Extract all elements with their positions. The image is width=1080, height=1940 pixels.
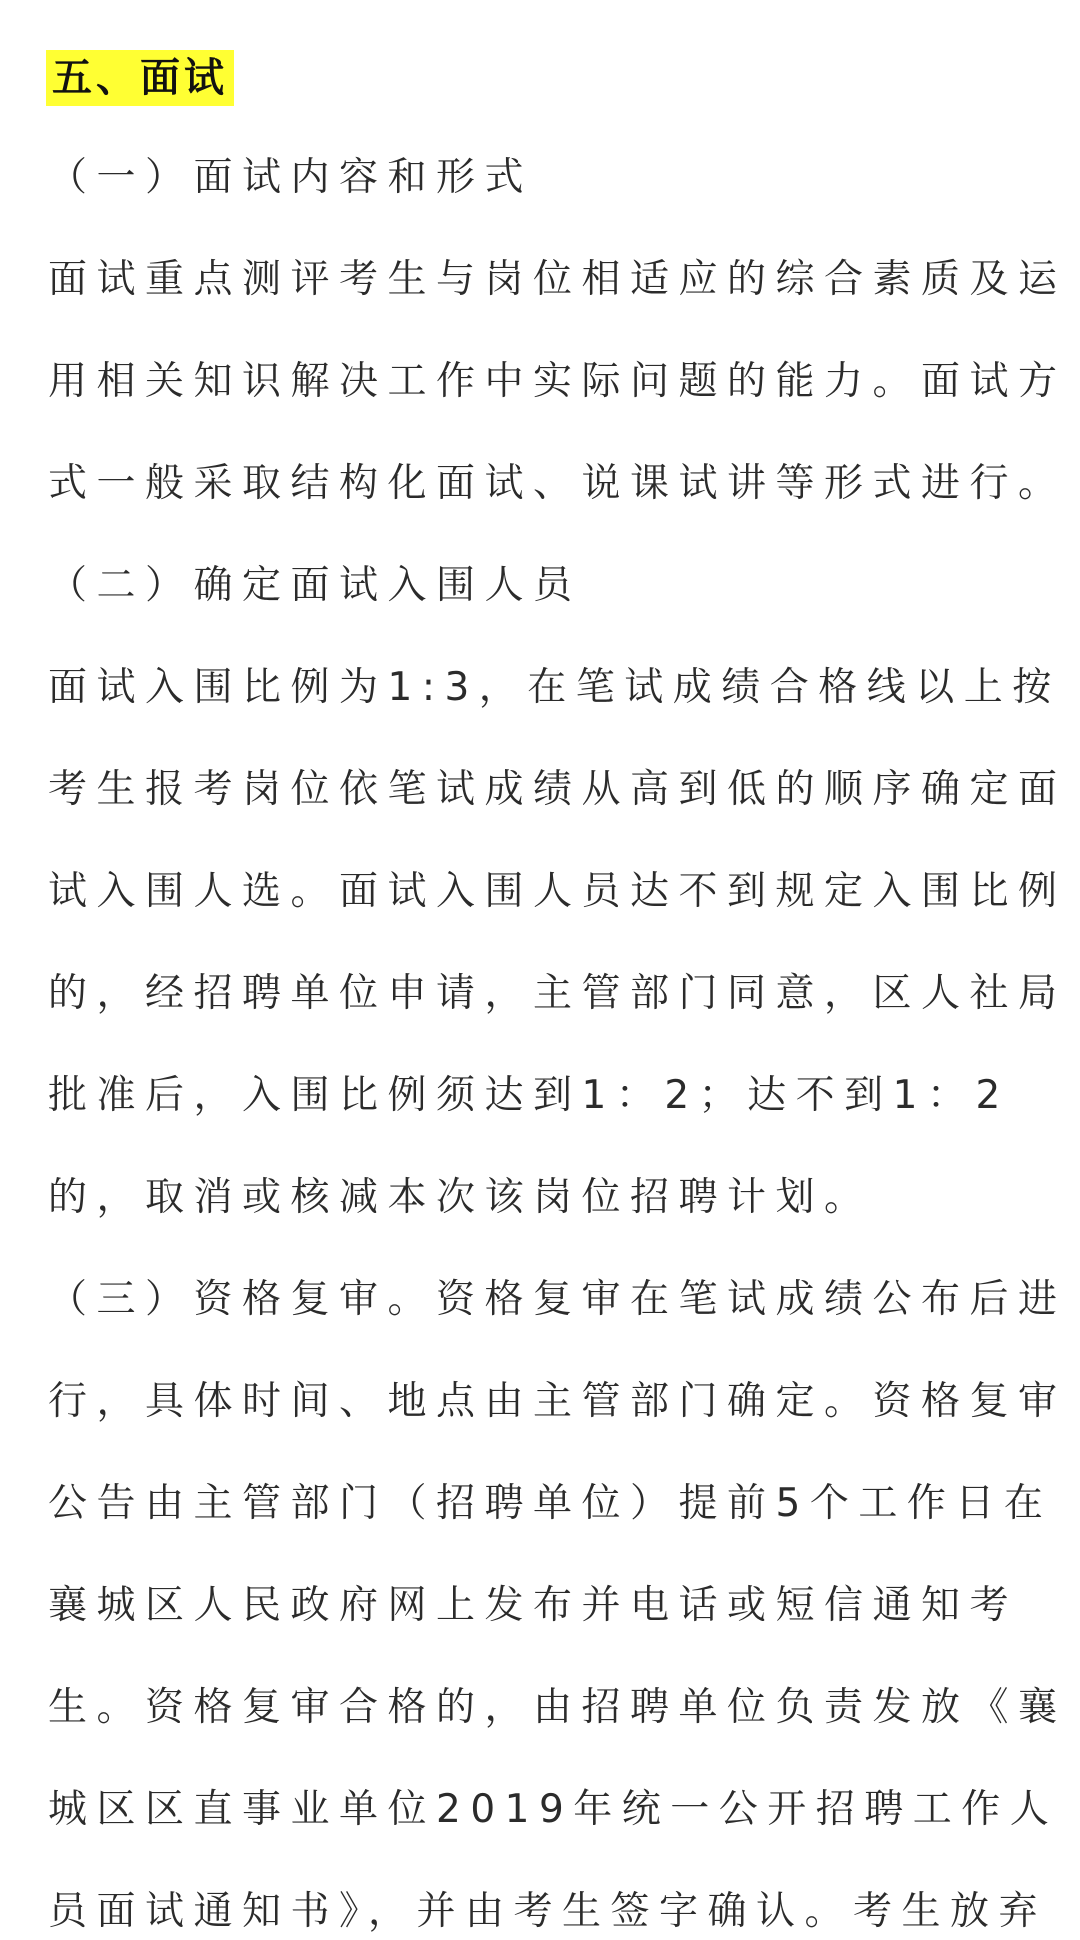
paragraph-line: 公告由主管部门（招聘单位）提前5个工作日在 xyxy=(48,1481,1053,1526)
section-heading: 五、面试 xyxy=(46,50,234,106)
paragraph-line: 行，具体时间、地点由主管部门确定。资格复审 xyxy=(48,1379,1067,1424)
subheading-interview-content: （一）面试内容和形式 xyxy=(48,155,534,200)
paragraph-line: 批准后，入围比例须达到1：2；达不到1：2 xyxy=(48,1073,1010,1118)
paragraph-line: 用相关知识解决工作中实际问题的能力。面试方 xyxy=(48,359,1067,404)
paragraph-line: 试入围人选。面试入围人员达不到规定入围比例 xyxy=(48,869,1067,914)
paragraph-line: 式一般采取结构化面试、说课试讲等形式进行。 xyxy=(48,461,1067,506)
subheading-qualification-review: （三）资格复审。资格复审在笔试成绩公布后进 xyxy=(48,1277,1067,1322)
paragraph-line: 城区区直事业单位2019年统一公开招聘工作人 xyxy=(48,1787,1059,1832)
paragraph-line: 襄城区人民政府网上发布并电话或短信通知考 xyxy=(48,1583,1019,1628)
paragraph-line: 面试入围比例为1:3，在笔试成绩合格线以上按 xyxy=(48,665,1061,710)
paragraph-line: 员面试通知书》，并由考生签字确认。考生放弃 xyxy=(48,1889,1048,1934)
paragraph-line: 面试重点测评考生与岗位相适应的综合素质及运 xyxy=(48,257,1067,302)
paragraph-line: 的，取消或核减本次该岗位招聘计划。 xyxy=(48,1175,873,1220)
paragraph-line: 的，经招聘单位申请，主管部门同意，区人社局 xyxy=(48,971,1067,1016)
paragraph-line: 生。资格复审合格的，由招聘单位负责发放《襄 xyxy=(48,1685,1067,1730)
subheading-shortlist: （二）确定面试入围人员 xyxy=(48,563,582,608)
paragraph-line: 考生报考岗位依笔试成绩从高到低的顺序确定面 xyxy=(48,767,1067,812)
